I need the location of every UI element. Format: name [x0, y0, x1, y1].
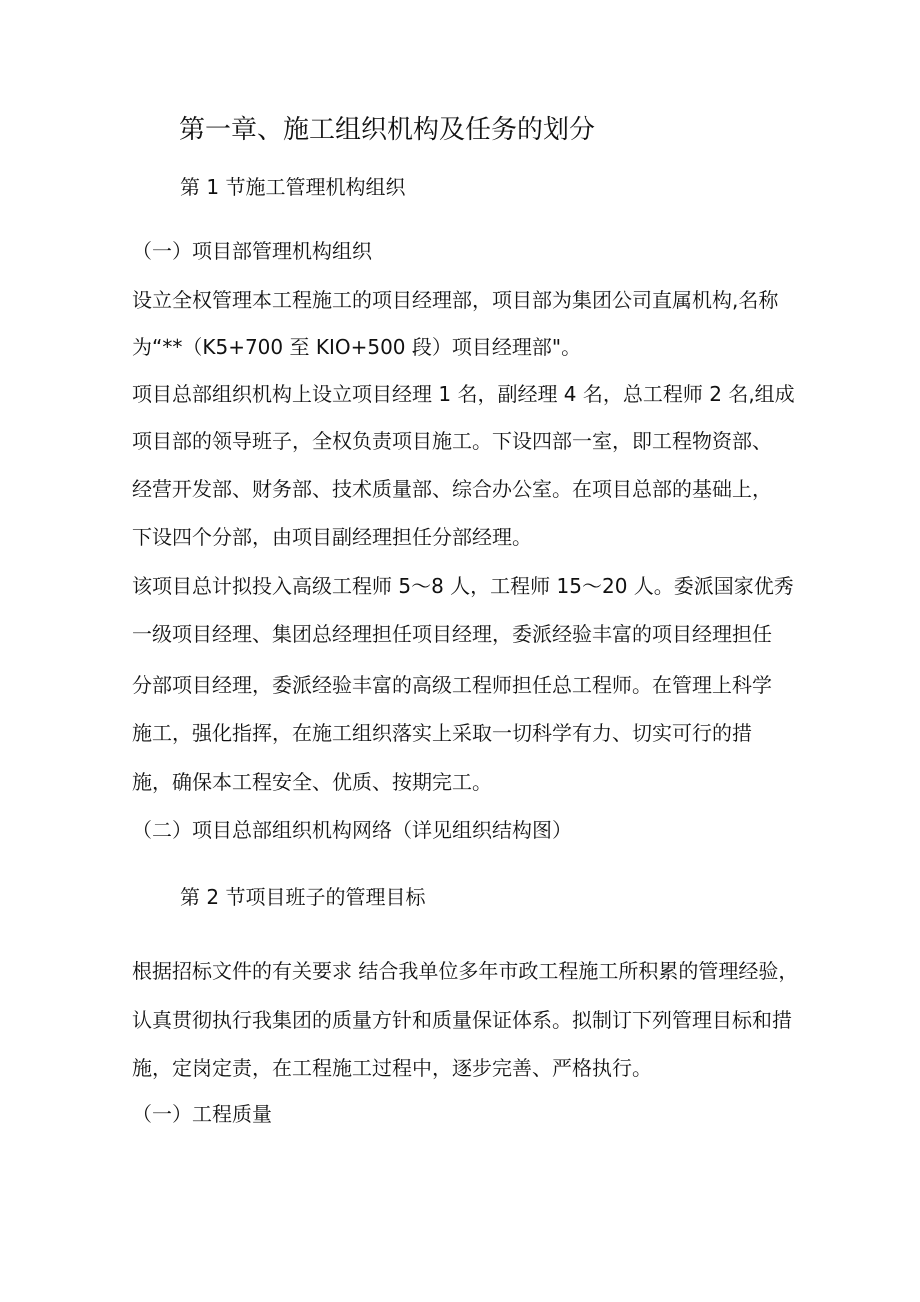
- subsection-1-1-heading: （一）项目部管理机构组织: [132, 239, 372, 263]
- paragraph-line: 一级项目经理、集团总经理担任项目经理，委派经验丰富的项目经理担任: [132, 622, 772, 646]
- paragraph-line: 该项目总计拟投入高级工程师 5〜8 人，工程师 15〜20 人。委派国家优秀: [132, 574, 794, 598]
- paragraph-line: 根据招标文件的有关要求 结合我单位多年市政工程施工所积累的管理经验，: [132, 959, 799, 983]
- paragraph-line: 认真贯彻执行我集团的质量方针和质量保证体系。拟制订下列管理目标和措: [132, 1008, 792, 1032]
- subsection-1-2-heading: （二）项目总部组织机构网络（详见组织结构图）: [132, 818, 572, 842]
- paragraph-line: 经营开发部、财务部、技术质量部、综合办公室。在项目总部的基础上，: [132, 477, 772, 501]
- section-2-heading: 第 2 节项目班子的管理目标: [180, 885, 426, 909]
- paragraph-line: 施工，强化指挥，在施工组织落实上采取一切科学有力、切实可行的措: [132, 721, 752, 745]
- paragraph-line: 项目部的领导班子，全权负责项目施工。下设四部一室，即工程物资部、: [132, 429, 772, 453]
- section-1-heading: 第 1 节施工管理机构组织: [180, 175, 406, 199]
- paragraph-line: 项目总部组织机构上设立项目经理 1 名，副经理 4 名，总工程师 2 名,组成: [132, 382, 795, 406]
- subsection-2-1-heading: （一）工程质量: [132, 1102, 272, 1126]
- paragraph-line: 施，定岗定责，在工程施工过程中，逐步完善、严格执行。: [132, 1056, 652, 1080]
- paragraph-line: 施，确保本工程安全、优质、按期完工。: [132, 770, 492, 794]
- paragraph-line: 为“**（K5+700 至 KIO+500 段）项目经理部"。: [132, 335, 582, 359]
- paragraph-line: 分部项目经理，委派经验丰富的高级工程师担任总工程师。在管理上科学: [132, 673, 772, 697]
- paragraph-line: 设立全权管理本工程施工的项目经理部，项目部为集团公司直属机构,名称: [132, 288, 779, 312]
- paragraph-line: 下设四个分部，由项目副经理担任分部经理。: [132, 525, 532, 549]
- chapter-title: 第一章、施工组织机构及任务的划分: [179, 115, 596, 145]
